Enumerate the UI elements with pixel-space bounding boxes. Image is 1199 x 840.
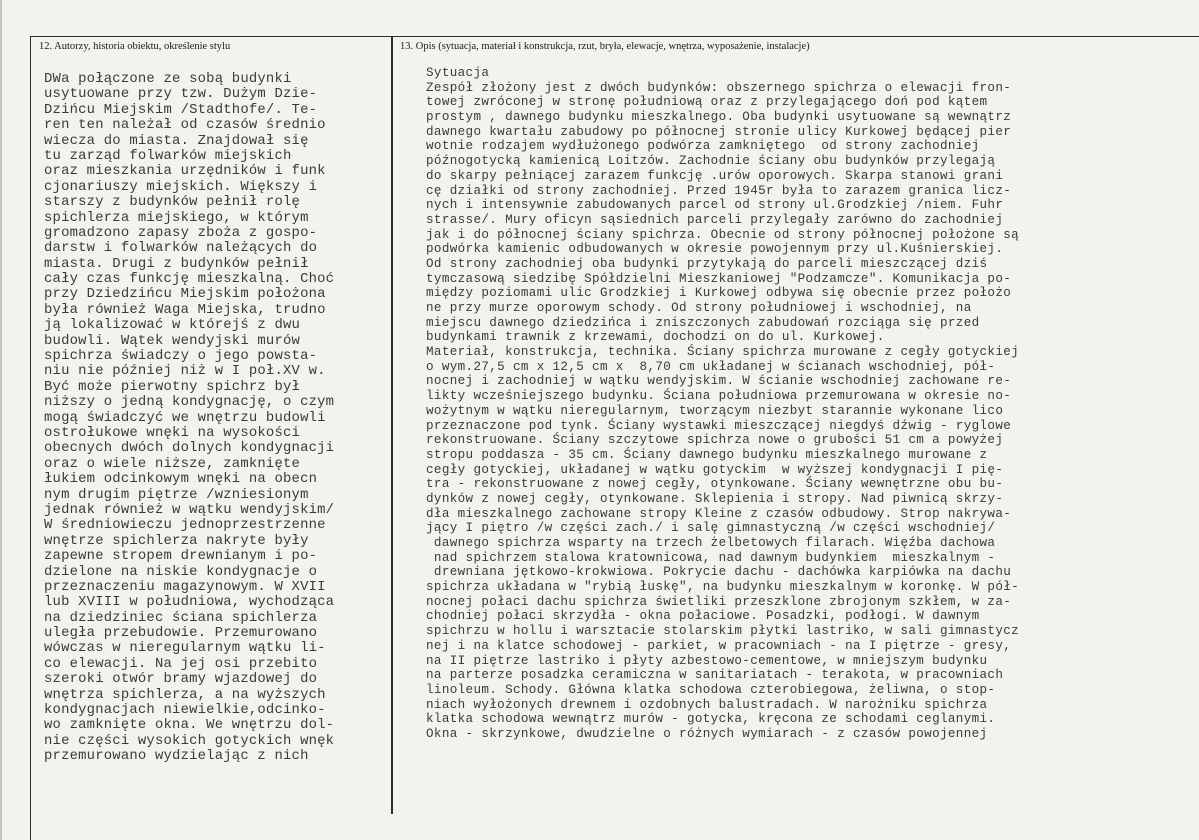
history-text-line: co elewacji. Na jej osi przebito <box>44 655 318 672</box>
history-text-line: oraz mieszkania urzędników i funk <box>44 163 326 180</box>
description-text-line: cę działki od strony zachodniej. Przed 1945r była to zarazem granica licz- <box>426 183 1012 198</box>
description-text-line: nocnej połaci dachu spichrza świetliki przeszklone zbrojonym szkłem, w za- <box>426 594 1012 609</box>
description-text-line: podwórka kamienic odbudowanych w okresie powojennym przy ul.Kuśnierskiej. <box>426 242 1004 257</box>
description-text-line: rekonstruowane. Ściany szczytowe spichrza nowe o grubości 51 cm a powyżej <box>426 433 1004 448</box>
description-text-line: towej zwróconej w stronę południową oraz z przylegającego doń pod kątem <box>426 95 988 110</box>
section-12-header: 12. Autorzy, historia obiektu, określenie stylu <box>39 41 231 52</box>
description-text-line: chodniej połaci skrzydła - okna połaciowe. Posadzki, podłogi. W dawnym <box>426 609 980 624</box>
history-text-line: jednak również w wątku wendyjskim/ <box>44 501 335 518</box>
history-text-line: wo zamknięte okna. We wnętrzu dol- <box>44 717 335 734</box>
description-text-line: budynkami trawnik z krzewami, dochodzi on do ul. Kurkowej. <box>426 330 885 345</box>
history-text-line: szeroki otwór bramy wjazdowej do <box>44 671 318 688</box>
description-text-line: spichrzu w hollu i warsztacie stolarskim płytki lastriko, w sali gimnastycz <box>426 624 1020 639</box>
description-text-line: dła mieszkalnego zachowane stropy Kleine z czasów odbudowy. Strop nakrywa- <box>426 506 1012 521</box>
history-text-line: cjonariuszy miejskich. Większy i <box>44 178 318 195</box>
description-text-line: jak i do północnej ściany spichrza. Obecnie od strony północnej położone są <box>426 227 1020 242</box>
history-text-line: starszy z budynków pełnił rolę <box>44 194 301 211</box>
description-text-line: prostym , dawnego budynku mieszkalnego. Oba budynki usytuowane są wewnątrz <box>426 110 1012 125</box>
history-text-line: oraz o wiele niższe, zamknięte <box>44 455 301 472</box>
history-text-line: Być może pierwotny spichrz był <box>44 378 301 395</box>
description-text-line: Sytuacja <box>426 66 490 80</box>
form-top-rule <box>30 36 1199 37</box>
history-text-line: W średniowieczu jednoprzestrzenne <box>44 517 326 534</box>
history-text-line: lub XVIII w południowa, wychodząca <box>44 594 335 611</box>
description-text-line: miejscu dawnego dziedzińca i zniszczonych zabudowań rozciąga się przed <box>426 315 980 330</box>
description-text-line: strasse/. Mury oficyn sąsiednich parceli przylegały zarówno do zachodniej <box>426 212 1004 227</box>
section-13-header: 13. Opis (sytuacja, materiał i konstrukcja, rzut, bryła, elewacje, wnętrza, wyposażenie, instalacje) <box>400 41 810 52</box>
history-text-line: DWa połączone ze sobą budynki <box>44 71 292 87</box>
description-text-line: jący I piętro /w części zach./ i salę gimnastyczną /w części wschodniej/ <box>426 521 996 536</box>
history-text-line: na dziedziniec ściana spichlerza <box>44 609 318 626</box>
history-text-line: wnętrze spichlerza nakryte były <box>44 532 309 549</box>
history-text-line: niższy o jedną kondygnację, o czym <box>44 394 335 411</box>
history-text-line: gromadzono zapasy zboża z gospo- <box>44 224 318 241</box>
history-text-line: tu zarząd folwarków miejskich <box>44 147 292 164</box>
description-text-line: nad spichrzem stalowa kratownicowa, nad dawnym budynkiem mieszkalnym - <box>426 550 996 565</box>
description-text-line: dawnego kwartału zabudowy po północnej stronie ulicy Kurkowej będącej pier <box>426 124 1012 139</box>
description-text-line: klatka schodowa wewnątrz murów - gotycka, kręcona ze schodami ceglanymi. <box>426 712 996 727</box>
history-text-line: kondygnacjach niewielkie,odcinko- <box>44 702 326 719</box>
description-text-line: Materiał, konstrukcja, technika. Ściany spichrza murowane z cegły gotyckiej <box>426 345 1020 360</box>
history-text-line: wiecza do miasta. Znajdował się <box>44 132 309 149</box>
description-text-line: o wym.27,5 cm x 12,5 cm x 8,70 cm układanej w ścianach wschodniej, pół- <box>426 359 996 374</box>
description-text-line: nych i intensywnie zabudowanych parcel od strony ul.Grodzkiej /niem. Fuhr <box>426 198 1004 213</box>
description-text-line: niach wyłożonych drewnem i ozdobnych balustradach. W narożniku spichrza <box>426 697 988 712</box>
description-text-line: dynków z nowej cegły, otynkowane. Sklepienia i stropy. Nad piwnicą skrzy- <box>426 491 1004 506</box>
history-text-line: uległa przebudowie. Przemurowano <box>44 625 318 642</box>
form-left-rule <box>30 36 31 840</box>
description-text-line: stropu poddasza - 35 cm. Ściany dawnego budynku mieszkalnego murowane z <box>426 447 988 462</box>
history-text-line: nie części wysokich gotyckich wnęk <box>44 732 335 749</box>
description-text-line: drewniana jętkowo-krokwiowa. Pokrycie dachu - dachówka karpiówka na dachu <box>426 565 1012 580</box>
description-text-line: między poziomami ulic Grodzkiej i Kurkowej odbywa się obecnie przez położo <box>426 286 1012 301</box>
description-text-line: likty wcześniejszego budynku. Ściana południowa przemurowana w okresie no- <box>426 389 1012 404</box>
history-text-line: darstw i folwarków należących do <box>44 240 318 257</box>
history-text-line: wnętrza spichlerza, a na wyższych <box>44 686 326 703</box>
description-typed-text <box>426 66 1019 742</box>
history-text-line: cały czas funkcję mieszkalną. Choć <box>44 271 335 288</box>
column-divider <box>391 36 393 814</box>
history-text-line: obecnych dwóch dolnych kondygnacji <box>44 440 335 457</box>
history-typed-text <box>44 72 334 765</box>
description-text-line: Okna - skrzynkowe, dwudzielne o różnych wymiarach - z czasów powojennej <box>426 726 988 741</box>
description-text-line: późnogotycką kamienicą Loitzów. Zachodnie ściany obu budynków przylegają <box>426 154 996 169</box>
history-text-line: miasta. Drugi z budynków pełnił <box>44 255 309 272</box>
description-text-line: dawnego spichrza wsparty na trzech żelbetowych filarach. Więźba dachowa <box>426 536 996 550</box>
history-text-line: spichrza świadczy o jego powsta- <box>44 348 318 365</box>
history-text-line: ostrołukowe wnęki na wysokości <box>44 424 301 441</box>
history-text-line: wówczas w nieregularnym wątku li- <box>44 640 326 657</box>
history-text-line: przy Dziedzińcu Miejskim położona <box>44 286 326 303</box>
description-text-line: przeznaczone pod tynk. Ściany wystawki mieszczącej niegdyś dźwig - ryglowe <box>426 418 1012 433</box>
history-text-line: była również Waga Miejska, trudno <box>44 301 326 318</box>
history-text-line: niu nie później niż w I poł.XV w. <box>44 363 326 380</box>
history-text-line: przemurowano wydzielając z nich <box>44 748 309 765</box>
description-text-line: do skarpy pełniącej zarazem funkcję .urów oporowych. Skarpa stanowi grani <box>426 168 1004 183</box>
description-text-line: linoleum. Schody. Główna klatka schodowa czterobiegowa, żeliwna, o stop- <box>426 682 996 697</box>
description-text-line: nej i na klatce schodowej - parkiet, w pracowniach - na I piętrze - gresy, <box>426 638 1012 653</box>
description-text-line: tra - rekonstruowane z nowej cegły, otynkowane. Ściany wewnętrzne obu bu- <box>426 477 1004 492</box>
description-text-line: tymczasową siedzibę Spółdzielni Mieszkaniowej "Podzamcze". Komunikacja po- <box>426 271 1012 286</box>
history-text-line: ją lokalizować w którejś z dwu <box>44 317 301 334</box>
history-text-line: zapewne stropem drewnianym i po- <box>44 548 318 565</box>
description-text-line: ne przy murze oporowym schody. Od strony południowej i wschodniej, na <box>426 301 972 315</box>
description-text-line: na parterze posadzka ceramiczna w sanitariatach - terakota, w pracowniach <box>426 668 1004 683</box>
description-text-line: spichrza układana w "rybią łuskę", na budynku mieszkalnym w koronkę. W pół- <box>426 580 1020 595</box>
history-text-line: nym drugim piętrze /wzniesionym <box>44 486 309 503</box>
history-text-line: spichlerza miejskiego, w którym <box>44 209 309 226</box>
history-text-line: ren ten należał od czasów średnio <box>44 117 326 134</box>
history-text-line: łukiem odcinkowym wnęki na obecn <box>44 471 318 488</box>
history-text-line: dzielone na niskie kondygnacje o <box>44 563 318 580</box>
history-text-line: budowli. Wątek wendyjski murów <box>44 332 301 349</box>
description-text-line: wożytnym w wątku nieregularnym, tworzącym niezbyt starannie wykonane lico <box>426 403 1004 418</box>
description-text-line: cegły gotyckiej, układanej w wątku gotyckim w wyższej kondygnacji I pię- <box>426 462 1004 477</box>
history-text-line: usytuowane przy tzw. Dużym Dzie- <box>44 86 318 103</box>
description-text-line: nocnej i zachodniej w wątku wendyjskim. W ścianie wschodniej zachowane re- <box>426 374 1012 389</box>
history-text-line: przeznaczeniu magazynowym. W XVII <box>44 578 326 595</box>
description-text-line: wotnie rodzajem wydłużonego podwórza zamkniętego od strony zachodniej <box>426 139 980 154</box>
description-text-line: Od strony zachodniej oba budynki przytykają do parceli mieszczącej dziś <box>426 256 988 271</box>
history-text-line: Dzińcu Miejskim /Stadthofe/. Te- <box>44 101 318 118</box>
description-text-line: Zespół złożony jest z dwóch budynków: obszernego spichrza o elewacji fron- <box>426 80 1012 95</box>
history-text-line: mogą świadczyć we wnętrzu budowli <box>44 409 326 426</box>
description-text-line: na II piętrze lastriko i płyty azbestowo-cementowe, w mniejszym budynku <box>426 653 988 668</box>
